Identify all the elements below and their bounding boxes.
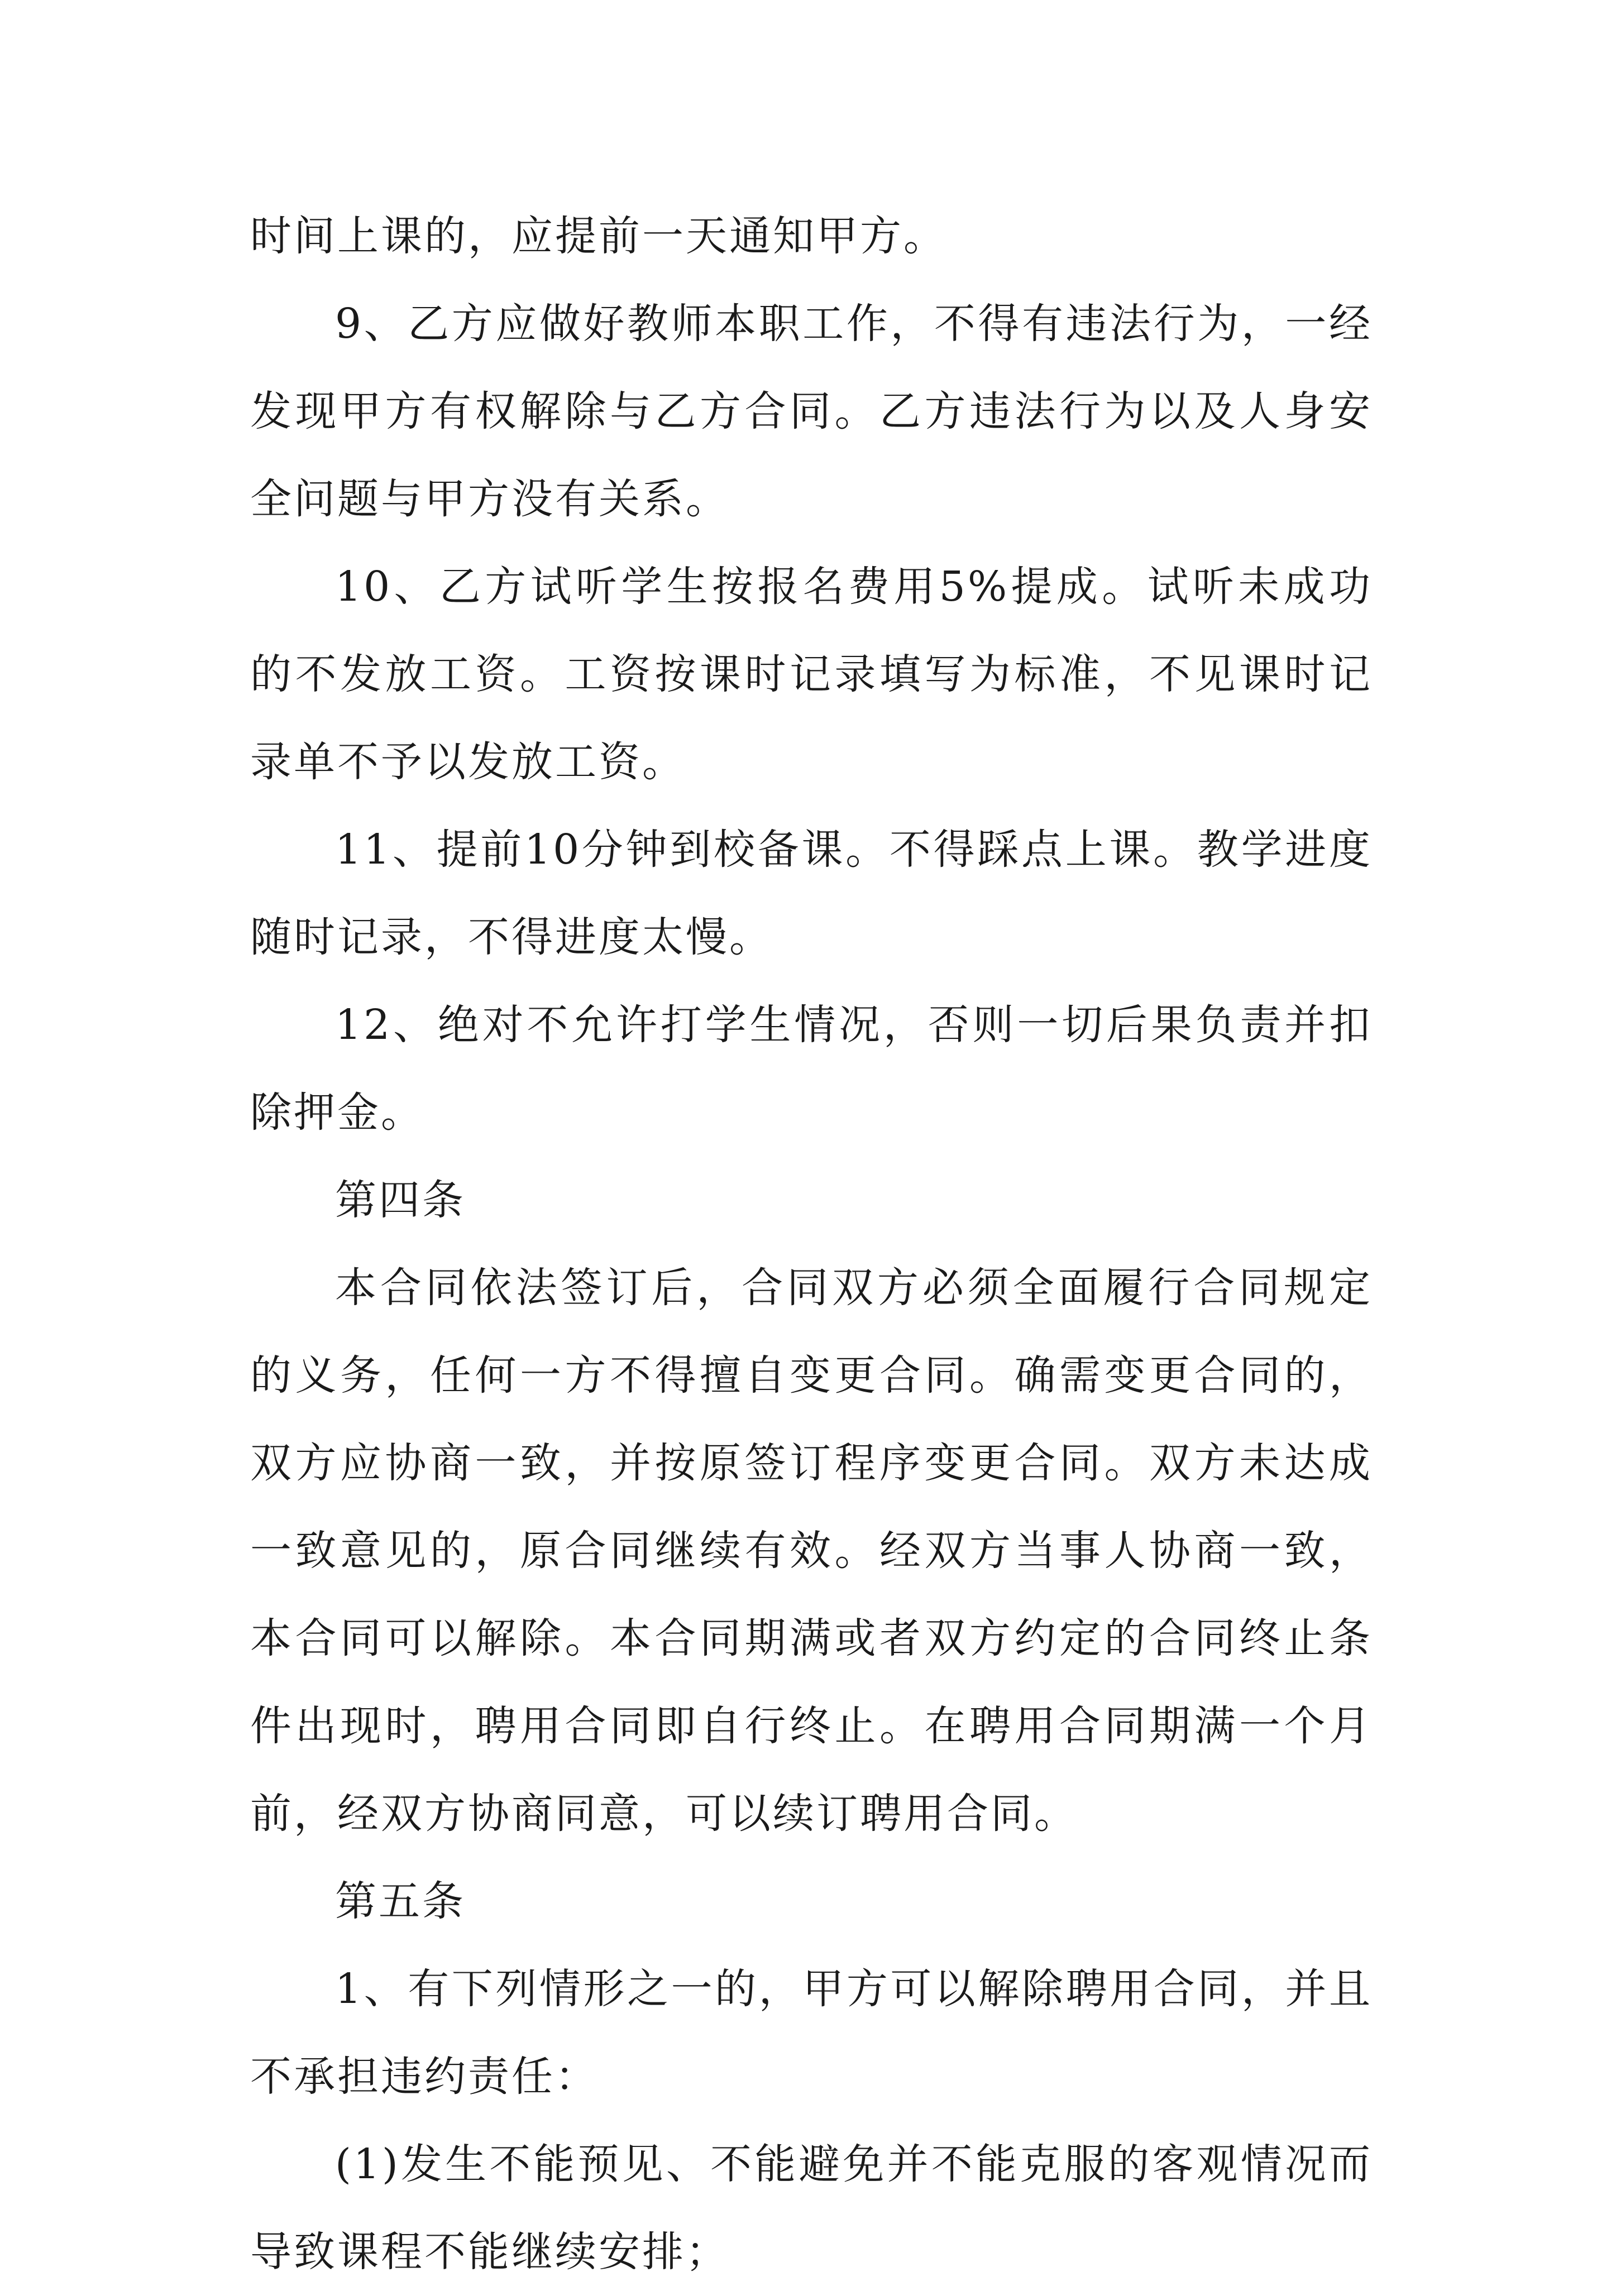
paragraph-clause-10: 10、乙方试听学生按报名费用5%提成。试听未成功的不发放工资。工资按课时记录填写为标准，不见课时记录单不予以发放工资。	[250, 563, 1373, 786]
article-4-heading: 第四条	[335, 1176, 466, 1224]
paragraph-article-4-body: 本合同依法签订后，合同双方必须全面履行合同规定的义务，任何一方不得擅自变更合同。确需变更合同的，双方应协商一致，并按原签订程序变更合同。双方未达成一致意见的，原合同继续有效。经双方当事人协商一致，本合同可以解除。本合同期满或者双方约定的合同终止条件出现时，聘用合同即自行终止。在聘用合同期满一个月前，经双方协商同意，可以续订聘用合同。	[250, 1264, 1373, 1838]
paragraph-clause-9: 9、乙方应做好教师本职工作，不得有违法行为，一经发现甲方有权解除与乙方合同。乙方违法行为以及人身安全问题与甲方没有关系。	[250, 300, 1373, 523]
paragraph-article-5-item-1: 1、有下列情形之一的，甲方可以解除聘用合同，并且不承担违约责任：	[250, 1965, 1373, 2101]
article-5-heading: 第五条	[335, 1877, 466, 1925]
paragraph-clause-11: 11、提前10分钟到校备课。不得踩点上课。教学进度随时记录，不得进度太慢。	[250, 826, 1373, 961]
paragraph-article-5-subitem-1: (1)发生不能预见、不能避免并不能克服的客观情况而导致课程不能继续安排；	[250, 2140, 1373, 2276]
paragraph-continuation: 时间上课的，应提前一天通知甲方。	[250, 212, 947, 260]
document-body	[250, 193, 1373, 2296]
paragraph-clause-12: 12、绝对不允许打学生情况，否则一切后果负责并扣除押金。	[250, 1001, 1373, 1137]
